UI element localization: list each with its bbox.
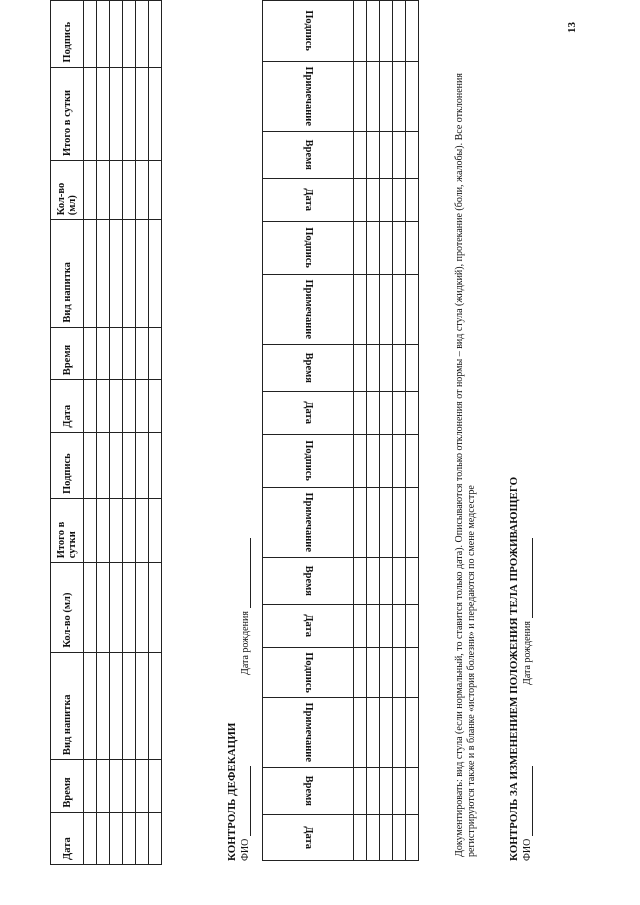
defecation-fio xyxy=(240,766,251,861)
col-header-signature: Подпись xyxy=(263,647,354,697)
table-row xyxy=(354,1,367,861)
table-row xyxy=(110,1,123,865)
col-header-volume-2: Кол-во (мл) xyxy=(51,161,84,220)
col-header-note-4: Примечание xyxy=(263,61,354,131)
table-row xyxy=(136,1,149,865)
table-row xyxy=(367,1,380,861)
page-number: 13 xyxy=(566,22,578,33)
fluid-intake-table xyxy=(50,0,162,865)
body-position-fio xyxy=(522,766,533,861)
table-row xyxy=(97,1,110,865)
birth-date-label: Дата рождения xyxy=(522,621,533,685)
fio-label: ФИО xyxy=(522,838,533,861)
table-row xyxy=(123,1,136,865)
col-header-note: Примечание xyxy=(263,698,354,768)
col-header-signature-2: Подпись xyxy=(51,1,84,68)
col-header-date-2: Дата xyxy=(51,380,84,432)
table-row xyxy=(380,1,393,861)
table-row xyxy=(406,1,419,861)
col-header-signature-2: Подпись xyxy=(263,434,354,487)
birth-date-field[interactable] xyxy=(241,538,251,608)
body-position-birth xyxy=(522,538,533,685)
col-header-daily-total-2: Итого в сутки xyxy=(51,67,84,160)
col-header-daily-total: Итого в сутки xyxy=(51,499,84,563)
birth-date-label: Дата рождения xyxy=(240,611,251,675)
col-header-time-3: Время xyxy=(263,344,354,392)
documentation-note: Документировать: вид стула (если нормальный, то ставится только дата). Описываются только отклонения от нормы – вид стула (жидкий), протекание (боли, жалобы). Все отклонения регистрируются также и в бланке «история болезни» и передаются по смене медсестре xyxy=(454,73,477,857)
col-header-signature-3: Подпись xyxy=(263,221,354,274)
col-header-drink-type-2: Вид напитка xyxy=(51,220,84,327)
fio-label: ФИО xyxy=(240,838,251,861)
col-header-date-3: Дата xyxy=(263,392,354,435)
col-header-time-2: Время xyxy=(263,557,354,605)
col-header-drink-type: Вид напитка xyxy=(51,652,84,759)
col-header-date: Дата xyxy=(263,815,354,861)
col-header-time: Время xyxy=(263,767,354,815)
defecation-table xyxy=(262,0,419,861)
defecation-title: КОНТРОЛЬ ДЕФЕКАЦИИ xyxy=(226,722,238,861)
col-header-note-3: Примечание xyxy=(263,274,354,344)
col-header-signature: Подпись xyxy=(51,432,84,498)
fio-field[interactable] xyxy=(241,766,251,836)
col-header-date-4: Дата xyxy=(263,179,354,222)
birth-date-field[interactable] xyxy=(523,538,533,618)
col-header-volume: Кол-во (мл) xyxy=(51,563,84,652)
table-row xyxy=(393,1,406,861)
table-header-row xyxy=(51,1,84,865)
table-row xyxy=(149,1,162,865)
col-header-time-4: Время xyxy=(263,131,354,179)
col-header-time-2: Время xyxy=(51,327,84,380)
col-header-time: Время xyxy=(51,760,84,813)
col-header-date: Дата xyxy=(51,812,84,864)
col-header-signature-4: Подпись xyxy=(263,1,354,62)
defecation-birth xyxy=(240,538,251,675)
table-header-row xyxy=(263,1,354,861)
fio-field[interactable] xyxy=(523,766,533,836)
table-row xyxy=(84,1,97,865)
col-header-date-2: Дата xyxy=(263,605,354,648)
body-position-title: КОНТРОЛЬ ЗА ИЗМЕНЕНИЕМ ПОЛОЖЕНИЯ ТЕЛА ПРОЖИВАЮЩЕГО xyxy=(508,476,520,861)
col-header-note-2: Примечание xyxy=(263,487,354,557)
